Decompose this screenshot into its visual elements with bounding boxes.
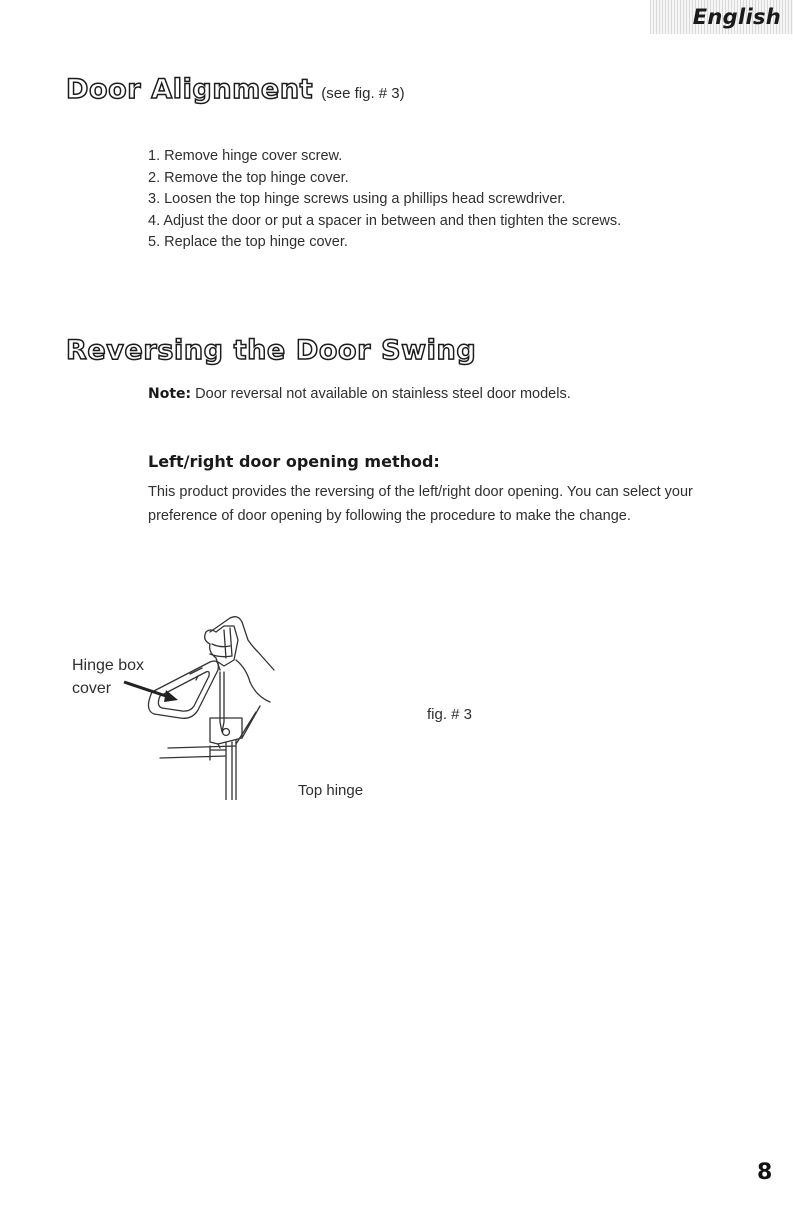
see-figure-reference: (see fig. # 3) [321,85,405,102]
step-item: 3. Loosen the top hinge screws using a phillips head screwdriver. [148,191,566,207]
top-hinge-label: Top hinge [298,782,364,799]
door-alignment-heading [66,76,405,103]
language-tab-label: English [692,5,781,29]
hinge-illustration [60,610,300,800]
language-tab [650,0,793,34]
step-item: 4. Adjust the door or put a spacer in between and then tighten the screws. [148,212,622,229]
door-alignment-title: Door Alignment [66,74,314,105]
step-item: 2. Remove the top hinge cover. [148,169,349,186]
left-right-method-heading: Left/right door opening method: [148,452,440,471]
hinge-box-label: Hinge box [72,657,145,674]
note-label: Note: [148,386,192,402]
door-alignment-steps [148,146,621,254]
cover-label: cover [72,680,112,697]
page-number: 8 [757,1160,773,1185]
note-text: Door reversal not available on stainless steel door models. [191,386,571,402]
step-item: 5. Replace the top hinge cover. [148,234,348,250]
reversing-door-swing-title: Reversing the Door Swing [66,335,477,366]
note-line [148,386,571,402]
step-item: 1. Remove hinge cover screw. [148,148,343,164]
figure-caption: fig. # 3 [427,706,473,723]
method-paragraph: This product provides the reversing of the left/right door opening. You can select your preference of door opening by following the procedure to make the change. [148,484,693,524]
